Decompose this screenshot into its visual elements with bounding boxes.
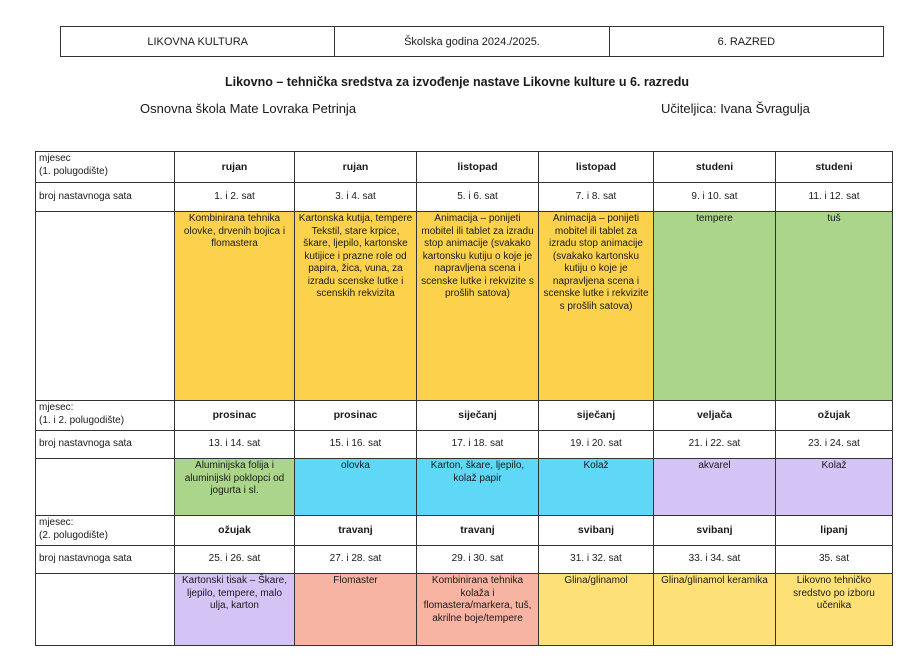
material-cell: Likovno tehničko sredstvo po izboru učenika bbox=[776, 574, 893, 646]
hours-label: broj nastavnoga sata bbox=[36, 546, 175, 574]
hours-row bbox=[36, 546, 893, 574]
material-cell: Kombinirana tehnika olovke, drvenih bojica i flomastera bbox=[175, 212, 295, 401]
hours-cell: 5. i 6. sat bbox=[417, 183, 539, 212]
material-cell: Kartonski tisak – Škare, ljepilo, tempere, malo ulja, karton bbox=[175, 574, 295, 646]
header-table bbox=[60, 26, 884, 57]
hours-cell: 3. i 4. sat bbox=[295, 183, 417, 212]
month-row bbox=[36, 152, 893, 183]
hours-cell: 11. i 12. sat bbox=[776, 183, 893, 212]
month-cell: prosinac bbox=[295, 401, 417, 431]
hours-cell: 7. i 8. sat bbox=[539, 183, 654, 212]
month-row bbox=[36, 516, 893, 546]
materials-row bbox=[36, 574, 893, 646]
hours-cell: 19. i 20. sat bbox=[539, 431, 654, 459]
teacher-name: Učiteljica: Ivana Švragulja bbox=[661, 101, 810, 116]
schedule-table bbox=[35, 151, 893, 646]
month-cell: rujan bbox=[175, 152, 295, 183]
month-cell: studeni bbox=[776, 152, 893, 183]
hours-cell: 25. i 26. sat bbox=[175, 546, 295, 574]
month-cell: veljača bbox=[654, 401, 776, 431]
material-cell: olovka bbox=[295, 459, 417, 516]
month-label: mjesec: (2. polugodište) bbox=[36, 516, 175, 546]
month-label: mjesec (1. polugodište) bbox=[36, 152, 175, 183]
material-cell: Animacija – ponijeti mobitel ili tablet za izradu stop animacije (svakako kartonsku kutiju o koje je napravljena scena i scenske lutke i rekvizite s prošlih satova) bbox=[417, 212, 539, 401]
materials-label bbox=[36, 459, 175, 516]
month-cell: prosinac bbox=[175, 401, 295, 431]
hours-cell: 15. i 16. sat bbox=[295, 431, 417, 459]
hours-cell: 31. i 32. sat bbox=[539, 546, 654, 574]
hours-cell: 27. i 28. sat bbox=[295, 546, 417, 574]
month-cell: lipanj bbox=[776, 516, 893, 546]
month-cell: svibanj bbox=[654, 516, 776, 546]
material-cell: Aluminijska folija i aluminijski poklopci od jogurta i sl. bbox=[175, 459, 295, 516]
month-cell: rujan bbox=[295, 152, 417, 183]
hours-label: broj nastavnoga sata bbox=[36, 183, 175, 212]
hours-cell: 23. i 24. sat bbox=[776, 431, 893, 459]
material-cell: akvarel bbox=[654, 459, 776, 516]
hours-cell: 13. i 14. sat bbox=[175, 431, 295, 459]
month-cell: listopad bbox=[417, 152, 539, 183]
month-cell: ožujak bbox=[175, 516, 295, 546]
school-name: Osnovna škola Mate Lovraka Petrinja bbox=[140, 101, 357, 116]
materials-label bbox=[36, 212, 175, 401]
month-cell: siječanj bbox=[417, 401, 539, 431]
month-cell: ožujak bbox=[776, 401, 893, 431]
hours-label: broj nastavnoga sata bbox=[36, 431, 175, 459]
hours-cell: 9. i 10. sat bbox=[654, 183, 776, 212]
subject-cell: LIKOVNA KULTURA bbox=[61, 27, 335, 57]
material-cell: Glina/glinamol bbox=[539, 574, 654, 646]
hours-cell: 17. i 18. sat bbox=[417, 431, 539, 459]
grade-cell: 6. RAZRED bbox=[609, 27, 883, 57]
month-cell: travanj bbox=[417, 516, 539, 546]
material-cell: Kolaž bbox=[539, 459, 654, 516]
material-cell: Kolaž bbox=[776, 459, 893, 516]
material-cell: Karton, škare, ljepilo, kolaž papir bbox=[417, 459, 539, 516]
material-cell: Kartonska kutija, tempere Tekstil, stare krpice, škare, ljepilo, kartonske kutijice i prazne role od papira, žica, vuna, za izradu scenske lutke i scenskih rekvizita bbox=[295, 212, 417, 401]
document-title: Likovno – tehnička sredstva za izvođenje nastave Likovne kulture u 6. razredu bbox=[224, 75, 690, 89]
month-label: mjesec: (1. i 2. polugodište) bbox=[36, 401, 175, 431]
material-cell: Flomaster bbox=[295, 574, 417, 646]
month-cell: studeni bbox=[654, 152, 776, 183]
month-cell: listopad bbox=[539, 152, 654, 183]
material-cell: tuš bbox=[776, 212, 893, 401]
hours-row bbox=[36, 183, 893, 212]
month-cell: travanj bbox=[295, 516, 417, 546]
material-cell: tempere bbox=[654, 212, 776, 401]
materials-row bbox=[36, 459, 893, 516]
hours-cell: 35. sat bbox=[776, 546, 893, 574]
hours-row bbox=[36, 431, 893, 459]
hours-cell: 21. i 22. sat bbox=[654, 431, 776, 459]
month-row bbox=[36, 401, 893, 431]
hours-cell: 1. i 2. sat bbox=[175, 183, 295, 212]
month-cell: siječanj bbox=[539, 401, 654, 431]
material-cell: Glina/glinamol keramika bbox=[654, 574, 776, 646]
school-year-cell: Školska godina 2024./2025. bbox=[335, 27, 609, 57]
month-cell: svibanj bbox=[539, 516, 654, 546]
material-cell: Kombinirana tehnika kolaža i flomastera/markera, tuš, akrilne boje/tempere bbox=[417, 574, 539, 646]
hours-cell: 33. i 34. sat bbox=[654, 546, 776, 574]
hours-cell: 29. i 30. sat bbox=[417, 546, 539, 574]
materials-label bbox=[36, 574, 175, 646]
material-cell: Animacija – ponijeti mobitel ili tablet za izradu stop animacije (svakako kartonsku kutiju o koje je napravljena scena i scenske lutke i rekvizite s prošlih satova) bbox=[539, 212, 654, 401]
materials-row bbox=[36, 212, 893, 401]
